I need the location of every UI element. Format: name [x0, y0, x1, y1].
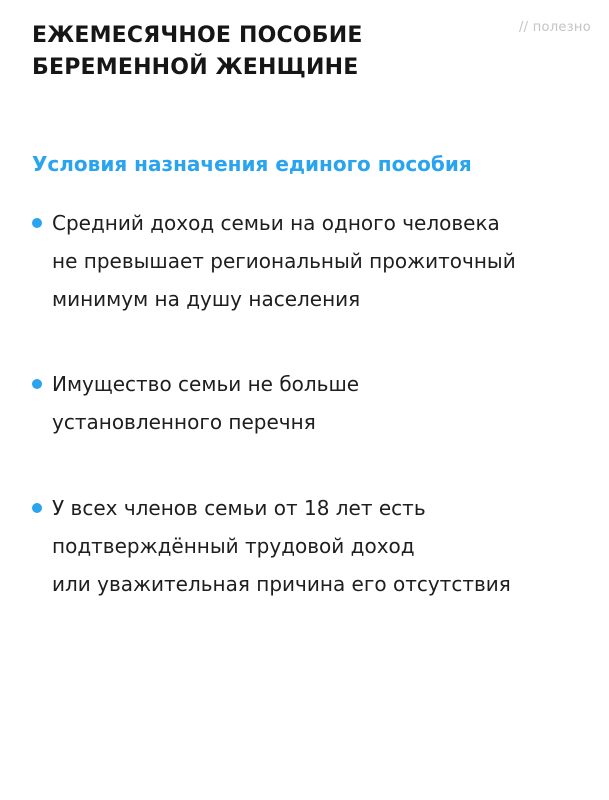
bullet-dot-icon: [32, 503, 42, 513]
condition-item-income: [32, 204, 602, 318]
condition-line: У всех членов семьи от 18 лет есть: [52, 496, 426, 520]
condition-line: Средний доход семьи на одного человека: [52, 211, 500, 235]
condition-line: Имущество семьи не больше: [52, 372, 360, 396]
condition-text: [52, 365, 602, 441]
condition-text: [52, 204, 602, 318]
condition-text: [52, 489, 602, 603]
category-tag: // полезно: [518, 20, 591, 35]
condition-line: минимум на душу населения: [52, 287, 361, 311]
bullet-dot-icon: [32, 379, 42, 389]
condition-line: подтверждённый трудовой доход: [52, 534, 415, 558]
page-title-line-1: ЕЖЕМЕСЯЧНОЕ ПОСОБИЕ: [32, 23, 363, 48]
section-heading: Условия назначения единого пособия: [32, 152, 472, 176]
condition-item-employment: [32, 489, 602, 603]
condition-line: установленного перечня: [52, 410, 316, 434]
condition-line: или уважительная причина его отсутствия: [52, 572, 511, 596]
condition-line: не превышает региональный прожиточный: [52, 249, 516, 273]
bullet-dot-icon: [32, 218, 42, 228]
condition-item-property: [32, 365, 602, 441]
page-title: [32, 20, 452, 84]
page-title-line-2: БЕРЕМЕННОЙ ЖЕНЩИНЕ: [32, 55, 359, 80]
